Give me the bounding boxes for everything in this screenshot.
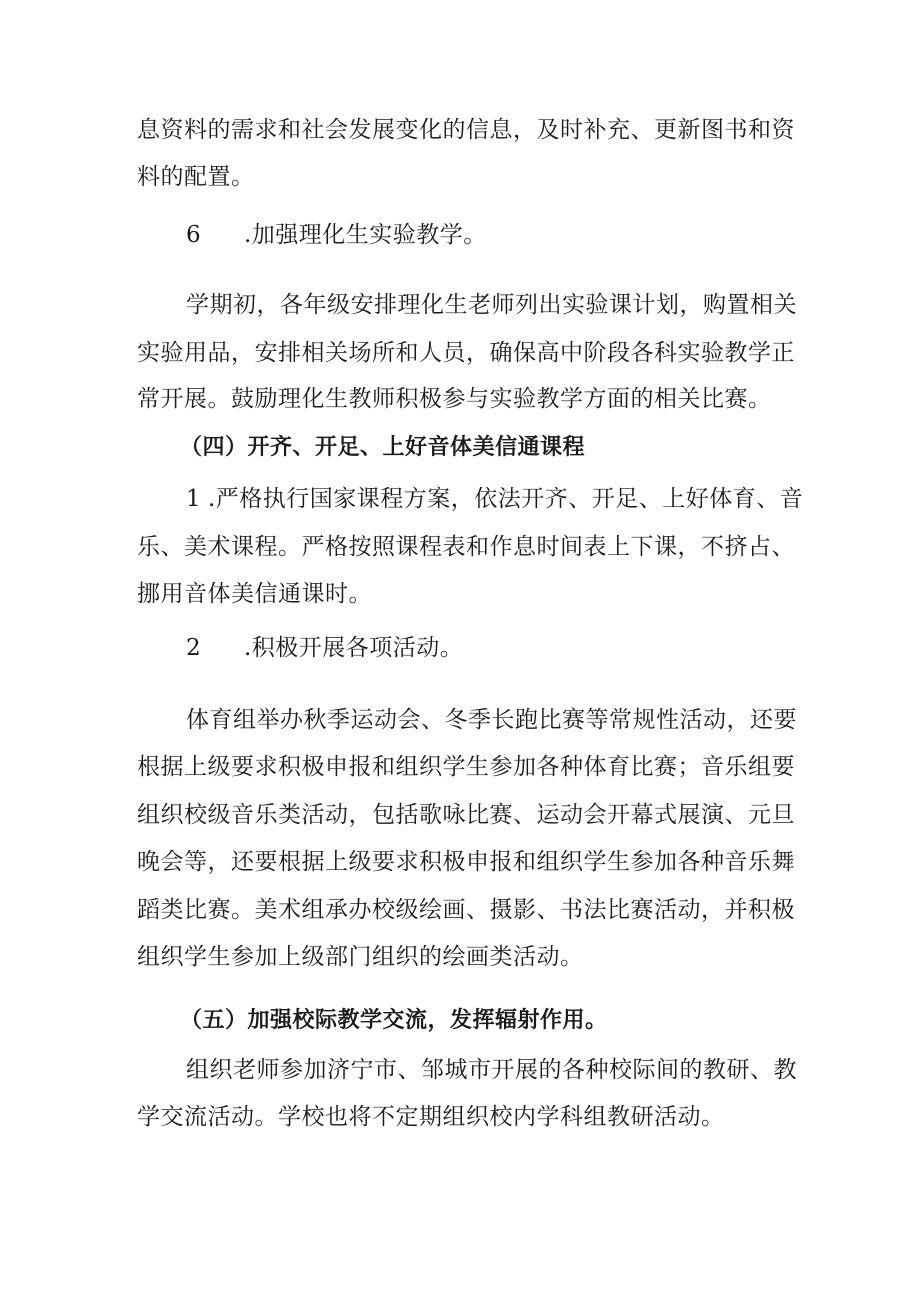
list-text: .严格执行国家课程方案，依法开齐、开足、上好体育、音 <box>208 486 804 512</box>
paragraph-line: 组织学生参加上级部门组织的绘画类活动。 <box>137 944 584 970</box>
paragraph-line: 体育组举办秋季运动会、冬季长跑比赛等常规性活动，还要 <box>186 707 797 733</box>
section-heading-4: （四）开齐、开足、上好音体美信通课程 <box>180 435 586 460</box>
paragraph-line: 学交流活动。学校也将不定期组织校内学科组教研活动。 <box>137 1104 725 1130</box>
list-number: 1 <box>186 486 202 512</box>
list-text: .积极开展各项活动。 <box>244 635 464 661</box>
paragraph-line: 晚会等，还要根据上级要求积极申报和组织学生参加各种音乐舞 <box>137 849 795 875</box>
paragraph-line: 组织老师参加济宁市、邹城市开展的各种校际间的教研、教 <box>186 1057 797 1083</box>
paragraph-line: 乐、美术课程。严格按照课程表和作息时间表上下课，不挤占、 <box>137 534 795 560</box>
paragraph-line: 料的配置。 <box>137 164 255 190</box>
paragraph-line: 实验用品，安排相关场所和人员，确保高中阶段各科实验教学正 <box>137 340 795 366</box>
list-item-6 <box>186 220 487 250</box>
paragraph-line: 组织校级音乐类活动，包括歌咏比赛、运动会开幕式展演、元旦 <box>137 802 795 828</box>
paragraph-line: 蹈类比赛。美术组承办校级绘画、摄影、书法比赛活动，并积极 <box>137 897 795 923</box>
list-item-2 <box>186 633 463 663</box>
paragraph-line: 学期初，各年级安排理化生老师列出实验课计划，购置相关 <box>186 292 797 318</box>
list-number: 2 <box>186 635 202 661</box>
paragraph-line: 挪用音体美信通课时。 <box>137 581 372 607</box>
list-text: .加强理化生实验教学。 <box>244 222 487 248</box>
paragraph-line: 息资料的需求和社会发展变化的信息，及时补充、更新图书和资 <box>137 117 795 143</box>
paragraph-line: 常开展。鼓励理化生教师积极参与实验教学方面的相关比赛。 <box>137 386 772 412</box>
list-item-1 <box>186 484 803 514</box>
paragraph-line: 根据上级要求积极申报和组织学生参加各种体育比赛；音乐组要 <box>137 754 795 780</box>
list-number: 6 <box>186 222 202 248</box>
section-heading-5: （五）加强校际教学交流，发挥辐射作用。 <box>180 1008 608 1033</box>
